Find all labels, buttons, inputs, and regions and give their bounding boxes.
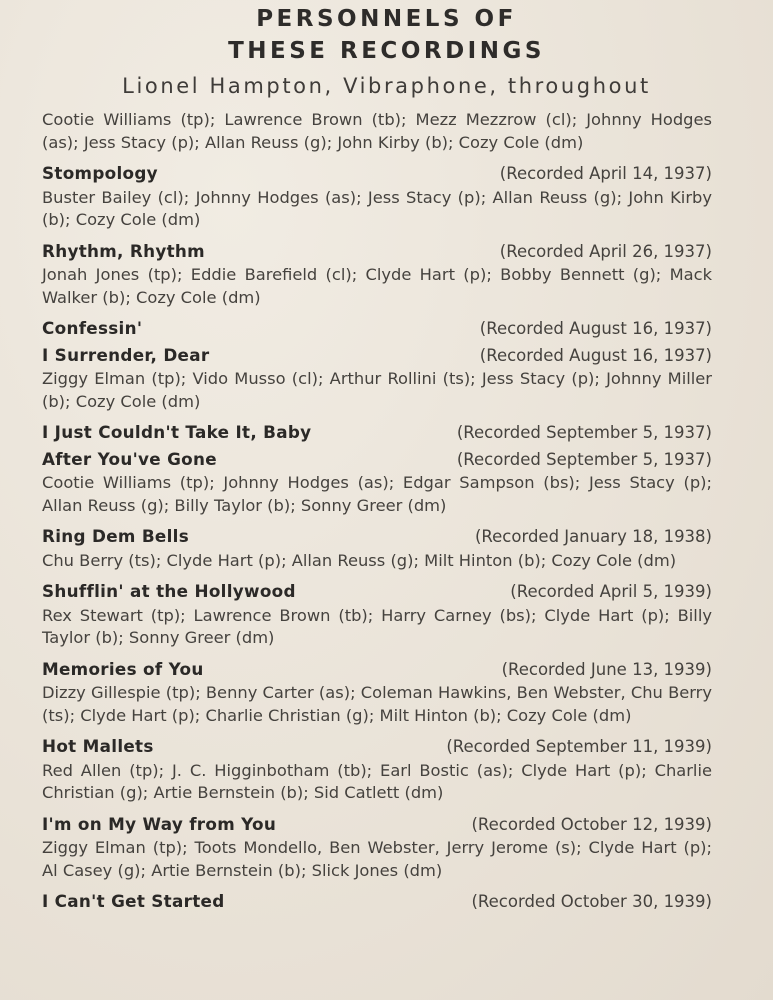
personnel-text: Rex Stewart (tp); Lawrence Brown (tb); Harry Carney (bs); Clyde Hart (p); Billy Taylor (b); Sonny Greer (dm) bbox=[42, 605, 712, 647]
song-title: Stompology bbox=[42, 163, 158, 183]
recording-row bbox=[42, 656, 712, 683]
recording-row bbox=[42, 160, 712, 187]
recording-date: (Recorded January 18, 1938) bbox=[474, 527, 712, 546]
recording-row bbox=[42, 523, 712, 550]
recording-row bbox=[42, 446, 712, 473]
session-group bbox=[42, 472, 712, 550]
song-title: I'm on My Way from You bbox=[42, 813, 277, 834]
recording-row bbox=[42, 811, 712, 838]
session-group bbox=[42, 264, 712, 368]
recording-date: (Recorded April 26, 1937) bbox=[499, 241, 712, 261]
personnel-text: Jonah Jones (tp); Eddie Barefield (cl); Clyde Hart (p); Bobby Bennett (g); Mack Walker (b); Cozy Cole (dm) bbox=[42, 265, 712, 307]
personnel-text: Buster Bailey (cl); Johnny Hodges (as); Jess Stacy (p); Allan Reuss (g); John Kirby (b); Cozy Cole (dm) bbox=[42, 187, 712, 229]
recording-date: (Recorded June 13, 1939) bbox=[501, 659, 712, 679]
song-title: After You've Gone bbox=[42, 448, 217, 469]
recordings-list bbox=[42, 109, 712, 915]
recording-date: (Recorded October 12, 1939) bbox=[471, 814, 712, 834]
recording-row bbox=[42, 419, 712, 446]
recording-date: (Recorded September 5, 1937) bbox=[456, 423, 712, 442]
personnel-text: Cootie Williams (tp); Lawrence Brown (tb); Mezz Mezzrow (cl); Johnny Hodges (as); Jess Stacy (p); Allan Reuss (g); John Kirby (b); Cozy Cole (dm) bbox=[42, 110, 712, 152]
session-group bbox=[42, 187, 712, 265]
page-subtitle: Lionel Hampton, Vibraphone, throughout bbox=[122, 74, 651, 98]
personnel-text: Red Allen (tp); J. C. Higginbotham (tb); Earl Bostic (as); Clyde Hart (p); Charlie Christian (g); Artie Bernstein (b); Sid Catlett (dm) bbox=[42, 760, 712, 802]
page-title-line-2: THESE RECORDINGS bbox=[228, 38, 545, 64]
song-title: I Surrender, Dear bbox=[42, 344, 210, 365]
session-group bbox=[42, 605, 712, 683]
session-group bbox=[42, 109, 712, 187]
recording-row bbox=[42, 342, 712, 369]
session-group bbox=[42, 837, 712, 915]
personnel-text: Ziggy Elman (tp); Vido Musso (cl); Arthur Rollini (ts); Jess Stacy (p); Johnny Miller (b); Cozy Cole (dm) bbox=[42, 369, 712, 411]
recording-date: (Recorded September 5, 1937) bbox=[456, 449, 712, 469]
recording-date: (Recorded August 16, 1937) bbox=[479, 345, 712, 365]
recording-row bbox=[42, 578, 712, 605]
song-title: I Just Couldn't Take It, Baby bbox=[42, 422, 312, 442]
session-group bbox=[42, 760, 712, 838]
session-group bbox=[42, 368, 712, 472]
personnel-text: Ziggy Elman (tp); Toots Mondello, Ben Webster, Jerry Jerome (s); Clyde Hart (p); Al Casey (g); Artie Bernstein (b); Slick Jones (dm) bbox=[42, 838, 712, 880]
recording-row bbox=[42, 888, 712, 915]
session-group bbox=[42, 682, 712, 760]
recording-date: (Recorded August 16, 1937) bbox=[479, 319, 712, 338]
page-title-line-1: PERSONNELS OF bbox=[256, 6, 517, 32]
song-title: Rhythm, Rhythm bbox=[42, 240, 205, 261]
song-title: Ring Dem Bells bbox=[42, 526, 189, 546]
recording-row bbox=[42, 315, 712, 342]
recording-row bbox=[42, 733, 712, 760]
song-title: Shufflin' at the Hollywood bbox=[42, 581, 296, 601]
song-title: Hot Mallets bbox=[42, 736, 154, 756]
song-title: Memories of You bbox=[42, 658, 204, 679]
song-title: Confessin' bbox=[42, 318, 143, 338]
recording-date: (Recorded September 11, 1939) bbox=[446, 737, 712, 756]
recording-date: (Recorded October 30, 1939) bbox=[471, 892, 712, 911]
session-group bbox=[42, 550, 712, 605]
recording-row bbox=[42, 238, 712, 265]
song-title: I Can't Get Started bbox=[42, 891, 225, 911]
recording-date: (Recorded April 14, 1937) bbox=[499, 164, 712, 183]
personnel-text: Chu Berry (ts); Clyde Hart (p); Allan Reuss (g); Milt Hinton (b); Cozy Cole (dm) bbox=[42, 550, 677, 570]
personnel-text: Dizzy Gillespie (tp); Benny Carter (as); Coleman Hawkins, Ben Webster, Chu Berry (ts); Clyde Hart (p); Charlie Christian (g); Milt Hinton (b); Cozy Cole (dm) bbox=[42, 683, 712, 725]
recording-date: (Recorded April 5, 1939) bbox=[510, 582, 712, 601]
personnel-text: Cootie Williams (tp); Johnny Hodges (as); Edgar Sampson (bs); Jess Stacy (p); Allan Reuss (g); Billy Taylor (b); Sonny Greer (dm) bbox=[42, 473, 712, 515]
